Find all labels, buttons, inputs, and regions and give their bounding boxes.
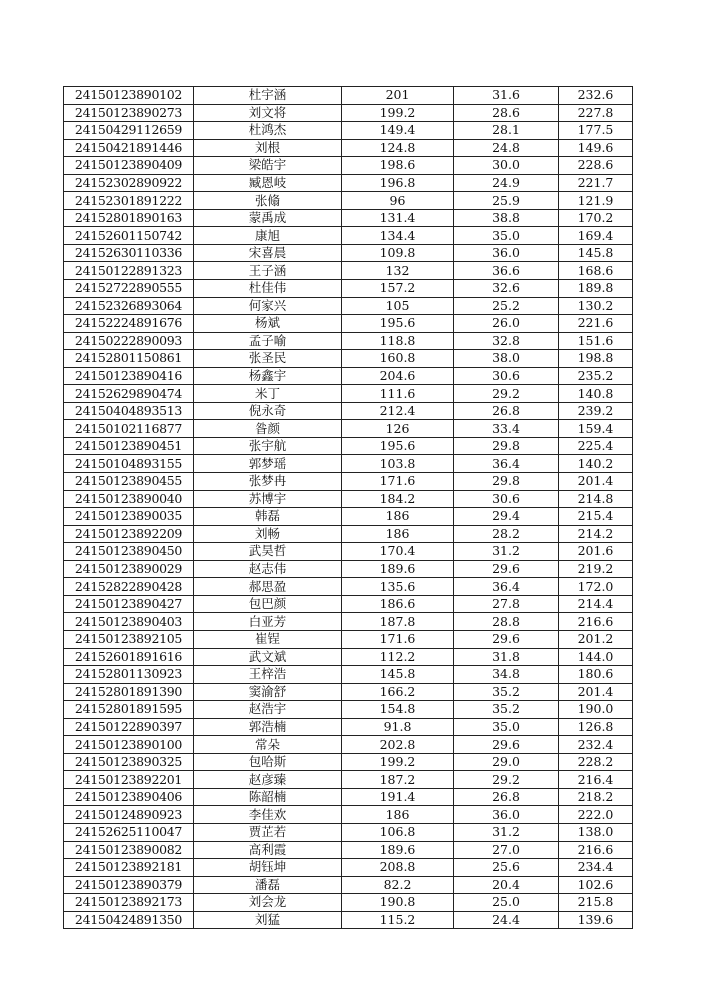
score-a-cell: 82.2 [342, 876, 454, 894]
score-b-cell: 26.8 [454, 402, 559, 420]
table-row [64, 771, 633, 789]
exam-id-cell: 24152630110336 [64, 244, 194, 262]
score-a-cell: 170.4 [342, 543, 454, 561]
total-cell: 170.2 [559, 209, 633, 227]
score-a-cell: 187.2 [342, 771, 454, 789]
name-cell: 胡钰坤 [194, 859, 342, 877]
name-cell: 常朵 [194, 736, 342, 754]
score-a-cell: 106.8 [342, 823, 454, 841]
exam-id-cell: 24150123890029 [64, 560, 194, 578]
score-table-body [64, 87, 633, 929]
score-a-cell: 112.2 [342, 648, 454, 666]
table-row [64, 508, 633, 526]
score-b-cell: 29.0 [454, 753, 559, 771]
score-b-cell: 30.0 [454, 157, 559, 175]
score-a-cell: 201 [342, 87, 454, 105]
name-cell: 苏博宇 [194, 490, 342, 508]
name-cell: 武文斌 [194, 648, 342, 666]
exam-id-cell: 24152302890922 [64, 174, 194, 192]
name-cell: 张宇航 [194, 437, 342, 455]
score-a-cell: 157.2 [342, 280, 454, 298]
table-row [64, 736, 633, 754]
score-b-cell: 29.8 [454, 437, 559, 455]
table-row [64, 473, 633, 491]
score-a-cell: 198.6 [342, 157, 454, 175]
score-b-cell: 31.2 [454, 543, 559, 561]
score-a-cell: 111.6 [342, 385, 454, 403]
table-row [64, 367, 633, 385]
table-row [64, 297, 633, 315]
total-cell: 201.4 [559, 683, 633, 701]
exam-id-cell: 24150123892173 [64, 894, 194, 912]
total-cell: 198.8 [559, 350, 633, 368]
total-cell: 177.5 [559, 122, 633, 140]
total-cell: 219.2 [559, 560, 633, 578]
score-b-cell: 26.0 [454, 315, 559, 333]
score-a-cell: 189.6 [342, 560, 454, 578]
total-cell: 218.2 [559, 788, 633, 806]
exam-id-cell: 24150124890923 [64, 806, 194, 824]
table-row [64, 332, 633, 350]
total-cell: 159.4 [559, 420, 633, 438]
table-row [64, 174, 633, 192]
name-cell: 高利霞 [194, 841, 342, 859]
table-row [64, 402, 633, 420]
total-cell: 225.4 [559, 437, 633, 455]
table-row [64, 911, 633, 929]
exam-id-cell: 24152601891616 [64, 648, 194, 666]
name-cell: 米丁 [194, 385, 342, 403]
name-cell: 刘根 [194, 139, 342, 157]
name-cell: 王梓浩 [194, 666, 342, 684]
table-row [64, 876, 633, 894]
name-cell: 刘畅 [194, 525, 342, 543]
table-row [64, 753, 633, 771]
exam-id-cell: 24152326893064 [64, 297, 194, 315]
exam-id-cell: 24152601150742 [64, 227, 194, 245]
exam-id-cell: 24150122890397 [64, 718, 194, 736]
table-row [64, 543, 633, 561]
total-cell: 239.2 [559, 402, 633, 420]
table-row [64, 139, 633, 157]
total-cell: 232.4 [559, 736, 633, 754]
score-b-cell: 29.8 [454, 473, 559, 491]
score-b-cell: 20.4 [454, 876, 559, 894]
score-b-cell: 28.1 [454, 122, 559, 140]
score-table [63, 86, 633, 929]
name-cell: 包哈斯 [194, 753, 342, 771]
score-b-cell: 24.4 [454, 911, 559, 929]
total-cell: 214.8 [559, 490, 633, 508]
total-cell: 149.6 [559, 139, 633, 157]
total-cell: 169.4 [559, 227, 633, 245]
score-a-cell: 124.8 [342, 139, 454, 157]
total-cell: 232.6 [559, 87, 633, 105]
score-a-cell: 195.6 [342, 437, 454, 455]
total-cell: 140.8 [559, 385, 633, 403]
score-a-cell: 154.8 [342, 701, 454, 719]
exam-id-cell: 24150123890416 [64, 367, 194, 385]
name-cell: 郭浩楠 [194, 718, 342, 736]
total-cell: 215.8 [559, 894, 633, 912]
exam-id-cell: 24150123890035 [64, 508, 194, 526]
score-a-cell: 96 [342, 192, 454, 210]
score-a-cell: 199.2 [342, 753, 454, 771]
name-cell: 倪永奇 [194, 402, 342, 420]
name-cell: 赵彦臻 [194, 771, 342, 789]
exam-id-cell: 24150123890451 [64, 437, 194, 455]
table-row [64, 437, 633, 455]
exam-id-cell: 24150421891446 [64, 139, 194, 157]
table-row [64, 104, 633, 122]
score-a-cell: 196.8 [342, 174, 454, 192]
table-row [64, 244, 633, 262]
score-b-cell: 28.8 [454, 613, 559, 631]
total-cell: 228.2 [559, 753, 633, 771]
name-cell: 武昊哲 [194, 543, 342, 561]
score-a-cell: 195.6 [342, 315, 454, 333]
table-row [64, 525, 633, 543]
name-cell: 刘文将 [194, 104, 342, 122]
exam-id-cell: 24152822890428 [64, 578, 194, 596]
score-b-cell: 27.8 [454, 595, 559, 613]
exam-id-cell: 24150123890379 [64, 876, 194, 894]
score-a-cell: 126 [342, 420, 454, 438]
score-b-cell: 25.9 [454, 192, 559, 210]
score-b-cell: 29.4 [454, 508, 559, 526]
table-row [64, 122, 633, 140]
exam-id-cell: 24150123890406 [64, 788, 194, 806]
score-b-cell: 36.4 [454, 578, 559, 596]
name-cell: 臧恩岐 [194, 174, 342, 192]
exam-id-cell: 24152801890163 [64, 209, 194, 227]
score-a-cell: 191.4 [342, 788, 454, 806]
table-row [64, 788, 633, 806]
score-b-cell: 38.0 [454, 350, 559, 368]
score-b-cell: 31.6 [454, 87, 559, 105]
exam-id-cell: 24150123890403 [64, 613, 194, 631]
score-b-cell: 35.2 [454, 683, 559, 701]
total-cell: 221.6 [559, 315, 633, 333]
score-a-cell: 186 [342, 508, 454, 526]
name-cell: 赵浩宇 [194, 701, 342, 719]
score-b-cell: 25.6 [454, 859, 559, 877]
name-cell: 孟子喻 [194, 332, 342, 350]
exam-id-cell: 24150123892209 [64, 525, 194, 543]
score-a-cell: 132 [342, 262, 454, 280]
name-cell: 梁皓宇 [194, 157, 342, 175]
name-cell: 杨鑫宇 [194, 367, 342, 385]
table-row [64, 578, 633, 596]
score-b-cell: 38.8 [454, 209, 559, 227]
total-cell: 221.7 [559, 174, 633, 192]
score-a-cell: 105 [342, 297, 454, 315]
name-cell: 郝思盈 [194, 578, 342, 596]
score-b-cell: 28.2 [454, 525, 559, 543]
table-row [64, 666, 633, 684]
name-cell: 张圣民 [194, 350, 342, 368]
table-row [64, 683, 633, 701]
score-a-cell: 145.8 [342, 666, 454, 684]
score-a-cell: 186.6 [342, 595, 454, 613]
total-cell: 222.0 [559, 806, 633, 824]
score-b-cell: 31.8 [454, 648, 559, 666]
name-cell: 杨斌 [194, 315, 342, 333]
table-row [64, 350, 633, 368]
table-row [64, 420, 633, 438]
total-cell: 214.4 [559, 595, 633, 613]
total-cell: 126.8 [559, 718, 633, 736]
name-cell: 康旭 [194, 227, 342, 245]
score-b-cell: 29.2 [454, 771, 559, 789]
score-b-cell: 27.0 [454, 841, 559, 859]
total-cell: 172.0 [559, 578, 633, 596]
exam-id-cell: 24150102116877 [64, 420, 194, 438]
total-cell: 227.8 [559, 104, 633, 122]
exam-id-cell: 24152801150861 [64, 350, 194, 368]
exam-id-cell: 24150104893155 [64, 455, 194, 473]
name-cell: 杜鸿杰 [194, 122, 342, 140]
name-cell: 崔锃 [194, 630, 342, 648]
exam-id-cell: 24150123890455 [64, 473, 194, 491]
total-cell: 190.0 [559, 701, 633, 719]
table-row [64, 209, 633, 227]
score-b-cell: 26.8 [454, 788, 559, 806]
score-b-cell: 36.0 [454, 806, 559, 824]
total-cell: 201.4 [559, 473, 633, 491]
score-b-cell: 24.8 [454, 139, 559, 157]
exam-id-cell: 24150123890040 [64, 490, 194, 508]
score-b-cell: 25.0 [454, 894, 559, 912]
score-a-cell: 134.4 [342, 227, 454, 245]
table-row [64, 227, 633, 245]
exam-id-cell: 24150429112659 [64, 122, 194, 140]
table-row [64, 560, 633, 578]
exam-id-cell: 24150404893513 [64, 402, 194, 420]
score-a-cell: 202.8 [342, 736, 454, 754]
total-cell: 140.2 [559, 455, 633, 473]
score-b-cell: 35.0 [454, 227, 559, 245]
exam-id-cell: 24150123890082 [64, 841, 194, 859]
total-cell: 144.0 [559, 648, 633, 666]
total-cell: 228.6 [559, 157, 633, 175]
score-a-cell: 171.6 [342, 473, 454, 491]
total-cell: 151.6 [559, 332, 633, 350]
score-b-cell: 36.4 [454, 455, 559, 473]
total-cell: 201.2 [559, 630, 633, 648]
total-cell: 130.2 [559, 297, 633, 315]
exam-id-cell: 24150122891323 [64, 262, 194, 280]
total-cell: 214.2 [559, 525, 633, 543]
score-b-cell: 33.4 [454, 420, 559, 438]
exam-id-cell: 24152801130923 [64, 666, 194, 684]
name-cell: 张翛 [194, 192, 342, 210]
exam-id-cell: 24152301891222 [64, 192, 194, 210]
name-cell: 包巴颜 [194, 595, 342, 613]
name-cell: 郭梦瑶 [194, 455, 342, 473]
score-a-cell: 187.8 [342, 613, 454, 631]
name-cell: 白亚芳 [194, 613, 342, 631]
name-cell: 蒙禹成 [194, 209, 342, 227]
score-a-cell: 171.6 [342, 630, 454, 648]
name-cell: 贾芷若 [194, 823, 342, 841]
table-row [64, 701, 633, 719]
table-row [64, 841, 633, 859]
name-cell: 刘会龙 [194, 894, 342, 912]
exam-id-cell: 24150123890450 [64, 543, 194, 561]
score-b-cell: 32.8 [454, 332, 559, 350]
exam-id-cell: 24150424891350 [64, 911, 194, 929]
score-b-cell: 24.9 [454, 174, 559, 192]
score-a-cell: 186 [342, 806, 454, 824]
score-b-cell: 30.6 [454, 490, 559, 508]
exam-id-cell: 24150123890427 [64, 595, 194, 613]
exam-id-cell: 24152625110047 [64, 823, 194, 841]
score-a-cell: 118.8 [342, 332, 454, 350]
table-row [64, 718, 633, 736]
name-cell: 李佳欢 [194, 806, 342, 824]
score-b-cell: 28.6 [454, 104, 559, 122]
exam-id-cell: 24150123892201 [64, 771, 194, 789]
total-cell: 201.6 [559, 543, 633, 561]
score-a-cell: 212.4 [342, 402, 454, 420]
score-a-cell: 115.2 [342, 911, 454, 929]
total-cell: 180.6 [559, 666, 633, 684]
score-b-cell: 31.2 [454, 823, 559, 841]
name-cell: 窦渝舒 [194, 683, 342, 701]
score-a-cell: 184.2 [342, 490, 454, 508]
exam-id-cell: 24152801891595 [64, 701, 194, 719]
table-row [64, 894, 633, 912]
name-cell: 杜宇涵 [194, 87, 342, 105]
exam-id-cell: 24150123890102 [64, 87, 194, 105]
score-a-cell: 204.6 [342, 367, 454, 385]
table-row [64, 280, 633, 298]
exam-id-cell: 24152801891390 [64, 683, 194, 701]
score-a-cell: 109.8 [342, 244, 454, 262]
score-a-cell: 208.8 [342, 859, 454, 877]
score-a-cell: 131.4 [342, 209, 454, 227]
total-cell: 138.0 [559, 823, 633, 841]
score-b-cell: 32.6 [454, 280, 559, 298]
score-b-cell: 29.2 [454, 385, 559, 403]
exam-id-cell: 24150123890325 [64, 753, 194, 771]
total-cell: 234.4 [559, 859, 633, 877]
name-cell: 陈韶楠 [194, 788, 342, 806]
score-a-cell: 135.6 [342, 578, 454, 596]
total-cell: 189.8 [559, 280, 633, 298]
table-row [64, 262, 633, 280]
score-b-cell: 30.6 [454, 367, 559, 385]
score-b-cell: 29.6 [454, 736, 559, 754]
table-row [64, 157, 633, 175]
total-cell: 145.8 [559, 244, 633, 262]
name-cell: 赵志伟 [194, 560, 342, 578]
score-a-cell: 160.8 [342, 350, 454, 368]
exam-id-cell: 24150123890273 [64, 104, 194, 122]
table-row [64, 455, 633, 473]
table-row [64, 859, 633, 877]
name-cell: 宋喜晨 [194, 244, 342, 262]
name-cell: 何家兴 [194, 297, 342, 315]
table-row [64, 490, 633, 508]
name-cell: 杜佳伟 [194, 280, 342, 298]
score-a-cell: 149.4 [342, 122, 454, 140]
total-cell: 139.6 [559, 911, 633, 929]
total-cell: 121.9 [559, 192, 633, 210]
score-a-cell: 190.8 [342, 894, 454, 912]
total-cell: 235.2 [559, 367, 633, 385]
total-cell: 216.6 [559, 613, 633, 631]
total-cell: 216.6 [559, 841, 633, 859]
score-a-cell: 166.2 [342, 683, 454, 701]
score-b-cell: 34.8 [454, 666, 559, 684]
name-cell: 韩磊 [194, 508, 342, 526]
total-cell: 168.6 [559, 262, 633, 280]
table-row [64, 315, 633, 333]
exam-id-cell: 24150222890093 [64, 332, 194, 350]
total-cell: 215.4 [559, 508, 633, 526]
exam-id-cell: 24152722890555 [64, 280, 194, 298]
score-b-cell: 36.0 [454, 244, 559, 262]
table-row [64, 87, 633, 105]
table-row [64, 385, 633, 403]
score-a-cell: 91.8 [342, 718, 454, 736]
table-row [64, 595, 633, 613]
name-cell: 张梦冉 [194, 473, 342, 491]
table-row [64, 613, 633, 631]
total-cell: 216.4 [559, 771, 633, 789]
name-cell: 昝颜 [194, 420, 342, 438]
exam-id-cell: 24150123890409 [64, 157, 194, 175]
score-b-cell: 25.2 [454, 297, 559, 315]
score-b-cell: 35.2 [454, 701, 559, 719]
table-row [64, 823, 633, 841]
name-cell: 王子涵 [194, 262, 342, 280]
score-a-cell: 189.6 [342, 841, 454, 859]
exam-id-cell: 24152629890474 [64, 385, 194, 403]
name-cell: 刘猛 [194, 911, 342, 929]
score-b-cell: 29.6 [454, 560, 559, 578]
table-row [64, 630, 633, 648]
table-row [64, 806, 633, 824]
exam-id-cell: 24152224891676 [64, 315, 194, 333]
score-a-cell: 103.8 [342, 455, 454, 473]
table-row [64, 192, 633, 210]
exam-id-cell: 24150123892105 [64, 630, 194, 648]
score-a-cell: 199.2 [342, 104, 454, 122]
score-b-cell: 36.6 [454, 262, 559, 280]
score-b-cell: 29.6 [454, 630, 559, 648]
exam-id-cell: 24150123892181 [64, 859, 194, 877]
score-b-cell: 35.0 [454, 718, 559, 736]
total-cell: 102.6 [559, 876, 633, 894]
score-a-cell: 186 [342, 525, 454, 543]
table-row [64, 648, 633, 666]
exam-id-cell: 24150123890100 [64, 736, 194, 754]
name-cell: 潘磊 [194, 876, 342, 894]
